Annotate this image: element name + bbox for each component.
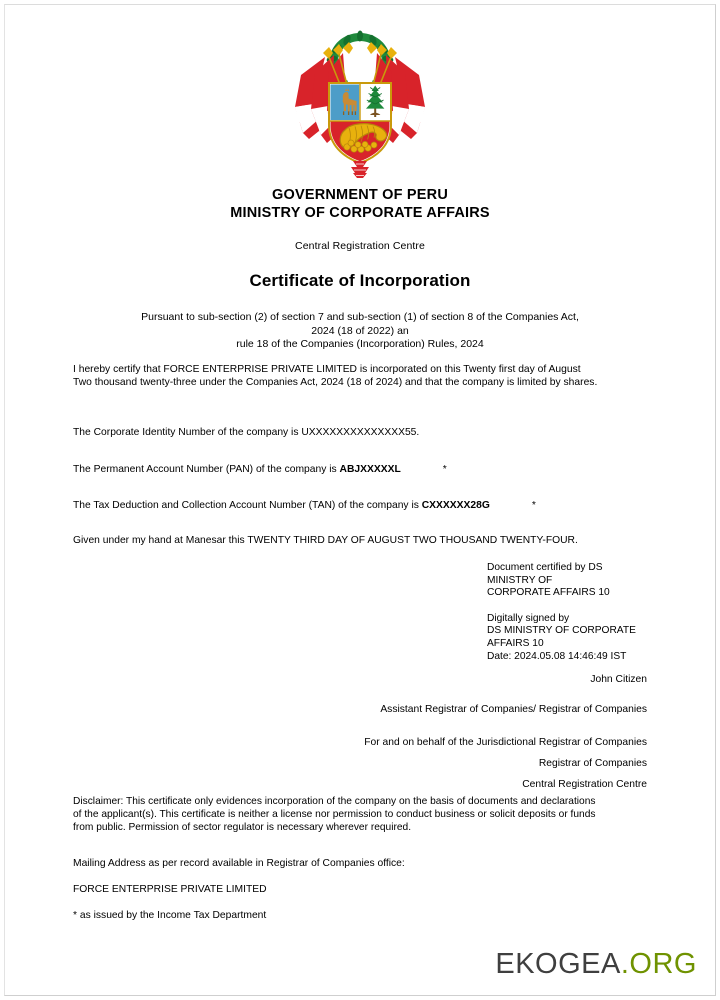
- on-behalf-line: For and on behalf of the Jurisdictional Registrar of Companies: [364, 737, 647, 748]
- cin-label: The Corporate Identity Number of the company is: [73, 426, 302, 438]
- certified-by-group: [487, 562, 636, 600]
- asterisk-note: * as issued by the Income Tax Department: [73, 910, 267, 921]
- pan-line: [73, 463, 647, 476]
- pursuant-clause: [5, 311, 715, 352]
- footer-block: [73, 857, 647, 922]
- tan-label: The Tax Deduction and Collection Account Number (TAN) of the company is: [73, 499, 422, 511]
- signed-line-1: Digitally signed by: [487, 612, 570, 624]
- mailing-company-name: FORCE ENTERPRISE PRIVATE LIMITED: [73, 884, 267, 895]
- certify-line-1: I hereby certify that FORCE ENTERPRISE PRIVATE LIMITED is incorporated on this Twenty first day of August: [73, 364, 581, 375]
- watermark-suffix: .ORG: [620, 948, 697, 980]
- registrar-line: Registrar of Companies: [538, 758, 647, 769]
- certified-line-2: MINISTRY OF: [487, 574, 553, 586]
- cin-value: UXXXXXXXXXXXXXX55.: [301, 426, 420, 438]
- disclaimer-line-3: from public. Permission of sector regulator is necessary wherever required.: [73, 822, 412, 834]
- digital-certification-block: [487, 562, 636, 663]
- signatory-name: John Citizen: [590, 674, 647, 685]
- disclaimer-line-2: of the applicant(s). This certificate is neither a license nor permission to conduct business or solicit deposits or funds: [73, 809, 596, 821]
- signature-block: [364, 673, 647, 791]
- header-block: [5, 187, 715, 352]
- digitally-signed-group: [487, 613, 636, 663]
- pan-asterisk: *: [442, 464, 447, 476]
- centre-line: Central Registration Centre: [522, 779, 647, 790]
- given-under-line: Given under my hand at Manesar this TWENTY THIRD DAY OF AUGUST TWO THOUSAND TWENTY-FOUR.: [73, 535, 578, 547]
- signed-line-2: DS MINISTRY OF CORPORATE: [487, 625, 636, 637]
- pursuant-line-3: rule 18 of the Companies (Incorporation) Rules, 2024: [236, 338, 484, 351]
- disclaimer-line-1: Disclaimer: This certificate only evidences incorporation of the company on the basis of documents and declarations: [73, 796, 596, 807]
- tan-line: [73, 499, 647, 512]
- pursuant-line-2: 2024 (18 of 2022) an: [311, 324, 409, 337]
- certificate-page: [4, 4, 716, 996]
- page-title: Certificate of Incorporation: [249, 271, 471, 290]
- office-subtitle: Central Registration Centre: [295, 240, 425, 252]
- body-block: [73, 363, 647, 547]
- certify-line-2: Two thousand twenty-three under the Companies Act, 2024 (18 of 2024) and that the company is limited by shares.: [73, 377, 598, 389]
- tan-value: CXXXXXX28G: [421, 499, 490, 511]
- ekogea-watermark: [495, 948, 697, 981]
- certify-paragraph: [73, 363, 647, 390]
- certified-line-1: Document certified by DS: [487, 562, 603, 573]
- emblem-container: [5, 27, 715, 179]
- mailing-address-label: Mailing Address as per record available in Registrar of Companies office:: [73, 858, 405, 869]
- signatory-designation: Assistant Registrar of Companies/ Registrar of Companies: [380, 704, 647, 715]
- signed-date: Date: 2024.05.08 14:46:49 IST: [487, 650, 627, 662]
- peru-coat-of-arms-icon: [285, 27, 435, 179]
- pursuant-line-1: Pursuant to sub-section (2) of section 7 and sub-section (1) of section 8 of the Companies Act,: [141, 311, 579, 323]
- pan-label: The Permanent Account Number (PAN) of the company is: [73, 464, 340, 476]
- cin-line: [73, 426, 647, 439]
- government-line-1: GOVERNMENT OF PERU: [272, 187, 448, 203]
- certificate-content: [5, 5, 715, 995]
- government-line-2: MINISTRY OF CORPORATE AFFAIRS: [230, 204, 490, 221]
- pan-value: ABJXXXXXL: [339, 464, 401, 476]
- tan-asterisk: *: [531, 499, 536, 511]
- certified-line-3: CORPORATE AFFAIRS 10: [487, 587, 610, 599]
- disclaimer-block: [73, 795, 647, 835]
- watermark-primary: EKOGEA: [495, 948, 621, 980]
- signed-line-3: AFFAIRS 10: [487, 637, 544, 649]
